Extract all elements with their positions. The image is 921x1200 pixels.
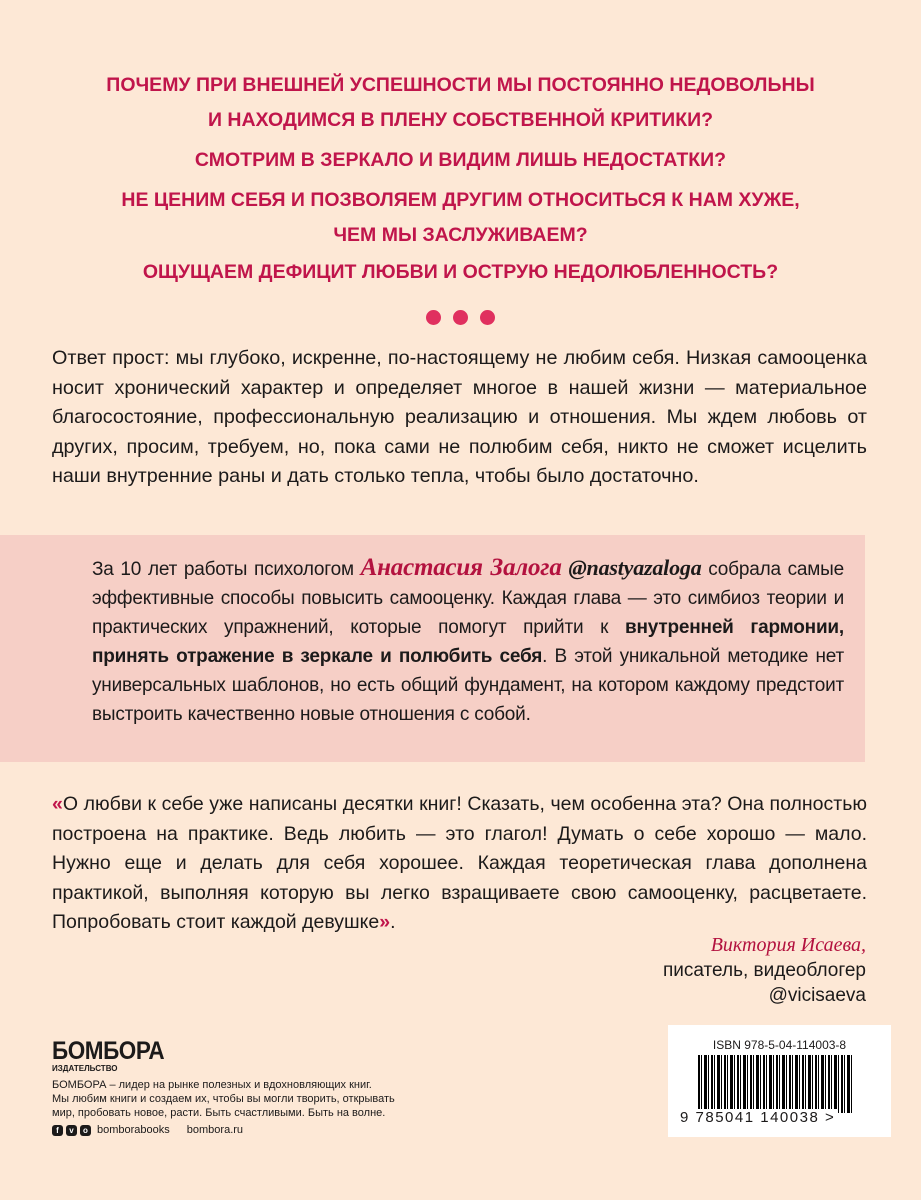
facebook-icon: f [52, 1125, 63, 1136]
question-line: ПОЧЕМУ ПРИ ВНЕШНЕЙ УСПЕШНОСТИ МЫ ПОСТОЯННО НЕДОВОЛЬНЫ [106, 74, 815, 96]
reviewer-role: писатель, видеоблогер [663, 960, 866, 981]
text: собрала самые эффективные способы повысить самооценку. Каждая глава — это симбиоз теории и практических упражнений, которые помогут прийти к [92, 559, 844, 638]
dot [453, 310, 468, 325]
author-name: Анастасия Залога [360, 554, 562, 581]
vk-icon: v [66, 1125, 77, 1136]
publisher-sub: ИЗДАТЕЛЬСТВО [52, 1064, 118, 1073]
publisher-logo: БОМБОРА [52, 1037, 165, 1065]
dot [426, 310, 441, 325]
reviewer-name: Виктория Исаева, [710, 934, 866, 956]
author-handle: @nastyazaloga [568, 555, 702, 580]
barcode-digits: 9 785041 140038 > [680, 1109, 836, 1126]
bold-text: внутренней гармонии, принять отражение в зеркале и полюбить себя [92, 617, 844, 667]
reviewer-handle: @vicisaeva [768, 985, 866, 1006]
question-3 [0, 183, 921, 253]
barcode-box [668, 1025, 891, 1137]
review-quote [52, 790, 867, 938]
text: . В этой уникальной методике нет универсальных шаблонов, но есть общий фундамент, на котором каждому предстоит выстроить качественно новые отношения с собой. [92, 646, 844, 725]
publisher-about [52, 1078, 395, 1120]
question-2: СМОТРИМ В ЗЕРКАЛО И ВИДИМ ЛИШЬ НЕДОСТАТКИ? [194, 149, 727, 171]
website: bombora.ru [186, 1124, 244, 1136]
review-text: О любви к себе уже написаны десятки книг! Сказать, чем особенна эта? Она полностью построена на практике. Ведь любить — это глагол! Думать о себе хорошо — мало. Нужно еще и делать для себя хорошее. Каждая теоретическая глава дополнена практикой, выполняя которую вы легко взращиваете свою самооценку, расцветаете. Попробовать стоит каждой девушке [52, 793, 867, 933]
social-handle: bomborabooks [97, 1124, 170, 1136]
intro-paragraph: Ответ прост: мы глубоко, искренне, по-настоящему не любим себя. Низкая самооценка носит хронический характер и определяет многое в нашей жизни — материальное благосостояние, профессиональную реализацию и отношения. Мы ждем любовь от других, просим, требуем, но, пока сами не полюбим себя, никто не сможет исцелить наши внутренние раны и дать столько тепла, чтобы было достаточно. [52, 347, 867, 487]
question-line: ЧЕМ МЫ ЗАСЛУЖИВАЕМ? [333, 224, 588, 246]
social-links [52, 1124, 243, 1136]
review-attribution [663, 933, 866, 1008]
about-line: Мы любим книги и создаем их, чтобы вы могли творить, открывать [52, 1093, 395, 1105]
instagram-icon: o [80, 1125, 91, 1136]
about-line: БОМБОРА – лидер на рынке полезных и вдохновляющих книг. [52, 1079, 372, 1091]
question-line: И НАХОДИМСЯ В ПЛЕНУ СОБСТВЕННОЙ КРИТИКИ? [207, 109, 714, 131]
dots-divider [0, 310, 921, 330]
text: . [390, 911, 396, 933]
barcode-image [698, 1055, 853, 1113]
question-line: НЕ ЦЕНИМ СЕБЯ И ПОЗВОЛЯЕМ ДРУГИМ ОТНОСИТЬСЯ К НАМ ХУЖЕ, [121, 189, 800, 211]
close-quote-icon: » [379, 911, 391, 933]
open-quote-icon: « [52, 793, 63, 815]
author-box-text [92, 553, 844, 729]
text: За 10 лет работы психологом [92, 559, 361, 580]
question-1 [0, 68, 921, 138]
about-line: мир, пробовать новое, расти. Быть счастливыми. Быть на волне. [52, 1107, 386, 1119]
dot [480, 310, 495, 325]
isbn-label: ISBN 978-5-04-114003-8 [712, 1038, 847, 1052]
question-4: ОЩУЩАЕМ ДЕФИЦИТ ЛЮБВИ И ОСТРУЮ НЕДОЛЮБЛЕННОСТЬ? [142, 261, 779, 283]
